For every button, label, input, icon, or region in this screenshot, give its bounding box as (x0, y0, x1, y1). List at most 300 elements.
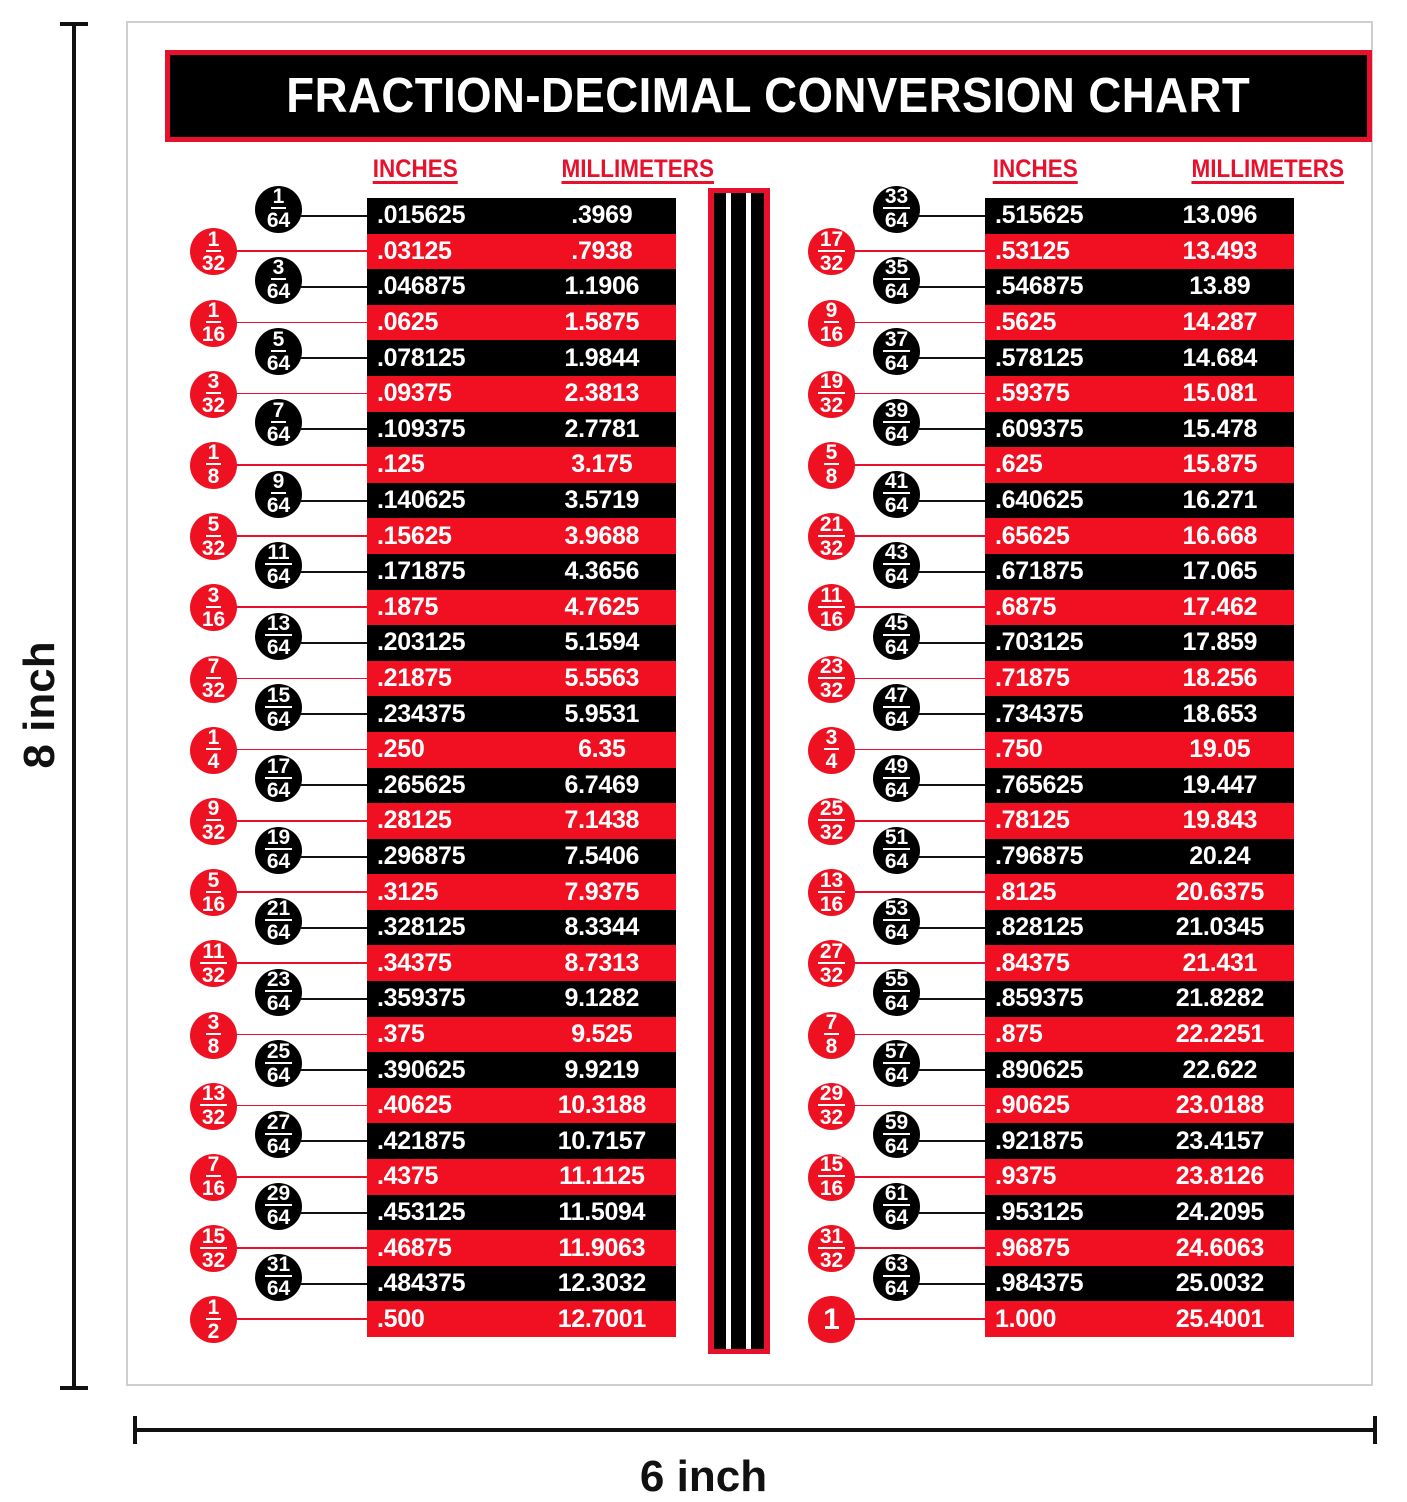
fraction-bubble (808, 1154, 855, 1201)
fraction-denominator: 64 (884, 778, 909, 802)
table-row (985, 803, 1294, 839)
fraction-denominator: 32 (819, 394, 844, 418)
fraction-denominator: 64 (266, 1063, 291, 1087)
fraction-denominator: 64 (884, 707, 909, 731)
table-row (367, 1088, 676, 1124)
cell-millimeters: 11.9063 (558, 1233, 646, 1262)
center-divider-inner (714, 193, 764, 1349)
cell-inches: .421875 (377, 1126, 466, 1155)
cell-inches: .28125 (377, 806, 452, 835)
fraction-numerator: 11 (267, 541, 290, 565)
fraction-numerator: 15 (201, 1224, 226, 1248)
fraction-denominator: 64 (266, 351, 291, 375)
fraction-bubble (873, 969, 920, 1016)
table-row (985, 945, 1294, 981)
leader-line (300, 856, 367, 858)
fraction-bubble (873, 328, 920, 375)
fraction-numerator: 61 (884, 1182, 909, 1206)
leader-line (918, 998, 985, 1000)
fraction-numerator: 23 (266, 968, 291, 992)
fraction-numerator: 5 (272, 327, 285, 351)
fraction-denominator: 32 (819, 1248, 844, 1272)
height-dimension-line (72, 22, 76, 1390)
table-row (367, 874, 676, 910)
leader-line (300, 1283, 367, 1285)
fraction-numerator: 1 (272, 185, 285, 209)
fraction-numerator: 49 (884, 754, 909, 778)
leader-line (235, 891, 367, 893)
fraction-denominator: 64 (884, 921, 909, 945)
table-row (367, 305, 676, 341)
fraction-denominator: 8 (207, 1035, 220, 1059)
table-row (367, 412, 676, 448)
leader-line (235, 1247, 367, 1249)
cell-millimeters: 19.05 (1189, 735, 1251, 764)
cell-millimeters: 14.684 (1182, 343, 1258, 372)
fraction-bubble (808, 1083, 855, 1130)
table-row (367, 910, 676, 946)
cell-inches: .828125 (995, 913, 1084, 942)
table-row (985, 696, 1294, 732)
cell-millimeters: 22.622 (1182, 1055, 1258, 1084)
fraction-bubble (255, 257, 302, 304)
fraction-denominator: 32 (201, 679, 226, 703)
leader-line (300, 1069, 367, 1071)
table-row (985, 874, 1294, 910)
fraction-denominator: 64 (266, 422, 291, 446)
cell-millimeters: 2.3813 (564, 379, 640, 408)
cell-inches: .578125 (995, 343, 1084, 372)
cell-inches: .140625 (377, 486, 466, 515)
height-dimension-cap-top (60, 22, 88, 26)
leader-line (853, 464, 985, 466)
cell-millimeters: 14.287 (1182, 308, 1258, 337)
table-row (367, 1230, 676, 1266)
leader-line (300, 784, 367, 786)
cell-millimeters: 12.7001 (557, 1304, 646, 1333)
cell-millimeters: 17.859 (1182, 628, 1258, 657)
cell-millimeters: 11.1125 (559, 1162, 645, 1191)
leader-line (235, 820, 367, 822)
leader-line (235, 962, 367, 964)
title-banner-inner (170, 55, 1367, 137)
cell-inches: .015625 (377, 201, 466, 230)
leader-line (235, 535, 367, 537)
cell-inches: .890625 (995, 1055, 1084, 1084)
fraction-numerator: 39 (884, 398, 909, 422)
fraction-numerator: 3 (207, 583, 220, 607)
fraction-denominator: 8 (825, 465, 838, 489)
fraction-numerator: 63 (884, 1253, 909, 1277)
cell-millimeters: 19.447 (1182, 770, 1258, 799)
table-row (367, 234, 676, 270)
fraction-denominator: 16 (819, 1177, 844, 1201)
table-row (985, 483, 1294, 519)
cell-inches: .15625 (377, 521, 452, 550)
fraction-numerator: 1 (207, 726, 220, 750)
fraction-numerator: 19 (266, 826, 291, 850)
cell-inches: .765625 (995, 770, 1084, 799)
table-row (985, 198, 1294, 234)
leader-line (918, 357, 985, 359)
fraction-bubble (255, 613, 302, 660)
fraction-numerator: 13 (819, 868, 844, 892)
fraction-numerator: 53 (884, 897, 909, 921)
leader-line (918, 428, 985, 430)
fraction-numerator: 7 (272, 398, 285, 422)
leader-line (235, 606, 367, 608)
fraction-denominator: 32 (819, 251, 844, 275)
cell-inches: .0625 (377, 308, 439, 337)
fraction-denominator: 32 (819, 821, 844, 845)
fraction-numerator: 7 (825, 1011, 838, 1035)
cell-inches: .78125 (995, 806, 1070, 835)
leader-line (235, 322, 367, 324)
leader-line (235, 678, 367, 680)
table-row (367, 768, 676, 804)
leader-line (300, 215, 367, 217)
fraction-denominator: 16 (201, 323, 226, 347)
table-row (985, 768, 1294, 804)
height-dimension-cap-bottom (60, 1386, 88, 1390)
fraction-denominator: 64 (884, 351, 909, 375)
table-row (985, 1230, 1294, 1266)
cell-inches: .515625 (995, 201, 1084, 230)
table-row (985, 234, 1294, 270)
table-row (985, 518, 1294, 554)
table-row (985, 1123, 1294, 1159)
table-row (985, 981, 1294, 1017)
fraction-numerator: 3 (272, 256, 285, 280)
cell-inches: .375 (377, 1019, 425, 1048)
fraction-numerator: 37 (884, 327, 909, 351)
table-row (985, 1266, 1294, 1302)
fraction-denominator: 64 (884, 494, 909, 518)
center-divider (708, 188, 770, 1354)
fraction-bubble (873, 1040, 920, 1087)
fraction-bubble (255, 1254, 302, 1301)
leader-line (918, 1212, 985, 1214)
table-row (985, 376, 1294, 412)
cell-inches: .59375 (995, 379, 1070, 408)
fraction-numerator: 59 (884, 1110, 909, 1134)
leader-line (918, 1283, 985, 1285)
fraction-denominator: 64 (266, 1277, 291, 1301)
leader-line (853, 1034, 985, 1036)
fraction-numerator: 21 (266, 897, 291, 921)
cell-inches: 1.000 (995, 1304, 1057, 1333)
table-row (367, 340, 676, 376)
header-millimeters-right: MILLIMETERS (1191, 155, 1344, 183)
fraction-bubble (873, 898, 920, 945)
fraction-numerator: 3 (207, 370, 220, 394)
fraction-denominator: 32 (201, 821, 226, 845)
fraction-numerator: 27 (266, 1110, 291, 1134)
table-row (985, 305, 1294, 341)
fraction-denominator: 32 (201, 1106, 226, 1130)
cell-millimeters: 10.3188 (557, 1091, 646, 1120)
fraction-numerator: 23 (819, 655, 844, 679)
cell-inches: .53125 (995, 236, 1070, 265)
cell-inches: .1875 (377, 592, 439, 621)
cell-millimeters: 7.9375 (564, 877, 640, 906)
table-row (367, 1266, 676, 1302)
cell-millimeters: 16.668 (1182, 521, 1258, 550)
cell-millimeters: 25.0032 (1175, 1269, 1264, 1298)
cell-millimeters: 19.843 (1182, 806, 1258, 835)
cell-millimeters: 13.89 (1189, 272, 1251, 301)
cell-millimeters: 9.1282 (564, 984, 640, 1013)
fraction-bubble (873, 471, 920, 518)
cell-inches: .125 (377, 450, 425, 479)
fraction-denominator: 16 (819, 607, 844, 631)
table-row (367, 269, 676, 305)
fraction-numerator: 3 (825, 726, 838, 750)
fraction-bubble (255, 684, 302, 731)
table-row (985, 1301, 1294, 1337)
fraction-numerator: 57 (884, 1039, 909, 1063)
conversion-table-right (985, 198, 1294, 1337)
fraction-numerator: 33 (884, 185, 909, 209)
table-row (367, 1195, 676, 1231)
fraction-bubble (190, 442, 237, 489)
fraction-denominator: 64 (266, 921, 291, 945)
fraction-bubble (873, 613, 920, 660)
fraction-numerator: 9 (272, 470, 285, 494)
fraction-numerator: 41 (884, 470, 909, 494)
cell-inches: .234375 (377, 699, 466, 728)
fraction-bubble (808, 869, 855, 916)
fraction-bubble (255, 1040, 302, 1087)
fraction-numerator: 25 (819, 797, 844, 821)
fraction-numerator: 15 (266, 683, 291, 707)
fraction-bubble (190, 300, 237, 347)
fraction-numerator: 17 (819, 227, 844, 251)
fraction-denominator: 16 (819, 323, 844, 347)
cell-inches: .21875 (377, 664, 452, 693)
fraction-bubble (190, 1154, 237, 1201)
table-row (367, 554, 676, 590)
leader-line (235, 749, 367, 751)
fraction-bubble (808, 1012, 855, 1059)
table-row (985, 447, 1294, 483)
cell-inches: .4375 (377, 1162, 439, 1191)
leader-line (853, 749, 985, 751)
fraction-bubble (808, 300, 855, 347)
fraction-bubble (808, 513, 855, 560)
table-row (367, 1052, 676, 1088)
cell-inches: .5625 (995, 308, 1057, 337)
fraction-denominator: 8 (825, 1035, 838, 1059)
fraction-bubble (190, 1225, 237, 1272)
fraction-numerator: 19 (819, 370, 844, 394)
table-row (985, 910, 1294, 946)
leader-line (853, 322, 985, 324)
leader-line (300, 998, 367, 1000)
cell-millimeters: 15.875 (1182, 450, 1258, 479)
fraction-bubble (808, 656, 855, 703)
fraction-denominator: 16 (201, 607, 226, 631)
cell-inches: .500 (377, 1304, 425, 1333)
fraction-bubble (873, 257, 920, 304)
cell-millimeters: 10.7157 (557, 1126, 646, 1155)
cell-inches: .546875 (995, 272, 1084, 301)
fraction-denominator: 32 (201, 963, 226, 987)
fraction-numerator: 1 (823, 1302, 840, 1336)
leader-line (300, 286, 367, 288)
cell-millimeters: 24.6063 (1175, 1233, 1264, 1262)
leader-line (918, 215, 985, 217)
leader-line (300, 927, 367, 929)
leader-line (918, 1069, 985, 1071)
table-row (367, 198, 676, 234)
fraction-denominator: 64 (266, 280, 291, 304)
fraction-numerator: 9 (825, 299, 838, 323)
title-banner (165, 50, 1372, 142)
fraction-numerator: 45 (884, 612, 909, 636)
cell-inches: .203125 (377, 628, 466, 657)
fraction-bubble (190, 371, 237, 418)
fraction-numerator: 27 (819, 939, 844, 963)
fraction-denominator: 32 (201, 1248, 226, 1272)
leader-line (853, 820, 985, 822)
leader-line (853, 1176, 985, 1178)
leader-line (853, 606, 985, 608)
fraction-denominator: 8 (207, 465, 220, 489)
cell-inches: .328125 (377, 913, 466, 942)
cell-inches: .750 (995, 735, 1043, 764)
fraction-denominator: 64 (884, 850, 909, 874)
cell-millimeters: 6.35 (578, 735, 626, 764)
cell-millimeters: 13.493 (1182, 236, 1258, 265)
cell-inches: .734375 (995, 699, 1084, 728)
cell-inches: .6875 (995, 592, 1057, 621)
cell-millimeters: 17.462 (1182, 592, 1258, 621)
fraction-denominator: 32 (819, 536, 844, 560)
fraction-denominator: 16 (201, 1177, 226, 1201)
divider-stripe-right (746, 193, 751, 1349)
leader-line (853, 1247, 985, 1249)
table-row (985, 839, 1294, 875)
table-row (985, 1017, 1294, 1053)
cell-millimeters: .7938 (571, 236, 633, 265)
cell-millimeters: 11.5094 (558, 1197, 646, 1226)
leader-line (853, 962, 985, 964)
fraction-denominator: 64 (884, 636, 909, 660)
fraction-bubble (255, 898, 302, 945)
fraction-numerator: 3 (207, 1011, 220, 1035)
fraction-bubble (255, 542, 302, 589)
cell-millimeters: 25.4001 (1175, 1304, 1264, 1333)
fraction-bubble (873, 1183, 920, 1230)
fraction-denominator: 64 (266, 209, 291, 233)
fraction-numerator: 5 (207, 868, 220, 892)
cell-millimeters: 3.9688 (564, 521, 640, 550)
leader-line (918, 571, 985, 573)
fraction-denominator: 64 (266, 1134, 291, 1158)
cell-inches: .984375 (995, 1269, 1084, 1298)
fraction-denominator: 32 (201, 251, 226, 275)
cell-inches: .3125 (377, 877, 439, 906)
cell-millimeters: .3969 (571, 201, 633, 230)
table-row (367, 661, 676, 697)
table-row (985, 1195, 1294, 1231)
fraction-numerator: 35 (884, 256, 909, 280)
fraction-numerator: 9 (207, 797, 220, 821)
cell-inches: .046875 (377, 272, 466, 301)
leader-line (235, 250, 367, 252)
fraction-denominator: 64 (266, 707, 291, 731)
width-dimension-line (133, 1428, 1377, 1432)
cell-millimeters: 12.3032 (557, 1269, 646, 1298)
leader-line (918, 642, 985, 644)
fraction-denominator: 16 (819, 892, 844, 916)
fraction-denominator: 32 (201, 536, 226, 560)
cell-millimeters: 1.1906 (564, 272, 640, 301)
table-row (367, 696, 676, 732)
table-row (367, 1123, 676, 1159)
fraction-numerator: 1 (207, 1295, 220, 1319)
fraction-denominator: 16 (201, 892, 226, 916)
table-row (985, 269, 1294, 305)
table-row (367, 376, 676, 412)
cell-inches: .921875 (995, 1126, 1084, 1155)
table-row (367, 981, 676, 1017)
cell-inches: .640625 (995, 486, 1084, 515)
fraction-bubble (190, 727, 237, 774)
cell-millimeters: 9.525 (571, 1019, 633, 1048)
cell-inches: .796875 (995, 841, 1084, 870)
cell-inches: .453125 (377, 1197, 466, 1226)
leader-line (300, 1140, 367, 1142)
divider-stripe-left (726, 193, 731, 1349)
cell-millimeters: 22.2251 (1175, 1019, 1264, 1048)
leader-line (235, 464, 367, 466)
table-row (985, 732, 1294, 768)
fraction-bubble (808, 371, 855, 418)
fraction-numerator: 13 (266, 612, 291, 636)
table-row (985, 625, 1294, 661)
cell-inches: .390625 (377, 1055, 466, 1084)
leader-line (853, 250, 985, 252)
cell-inches: .09375 (377, 379, 452, 408)
conversion-table-left (367, 198, 676, 1337)
fraction-bubble (255, 186, 302, 233)
cell-inches: .34375 (377, 948, 452, 977)
leader-line (300, 713, 367, 715)
fraction-denominator: 64 (884, 422, 909, 446)
fraction-numerator: 11 (202, 939, 225, 963)
fraction-bubble (255, 827, 302, 874)
fraction-numerator: 51 (884, 826, 909, 850)
table-row (367, 1017, 676, 1053)
fraction-denominator: 64 (266, 494, 291, 518)
fraction-denominator: 64 (266, 565, 291, 589)
fraction-denominator: 32 (819, 963, 844, 987)
cell-millimeters: 7.1438 (564, 806, 640, 835)
fraction-numerator: 55 (884, 968, 909, 992)
fraction-denominator: 64 (884, 280, 909, 304)
fraction-denominator: 64 (884, 1277, 909, 1301)
leader-line (235, 1318, 367, 1320)
fraction-bubble (190, 1012, 237, 1059)
cell-inches: .078125 (377, 343, 466, 372)
cell-millimeters: 4.7625 (564, 592, 640, 621)
fraction-numerator: 5 (825, 441, 838, 465)
cell-inches: .03125 (377, 236, 452, 265)
cell-millimeters: 24.2095 (1175, 1197, 1264, 1226)
cell-millimeters: 9.9219 (564, 1055, 640, 1084)
